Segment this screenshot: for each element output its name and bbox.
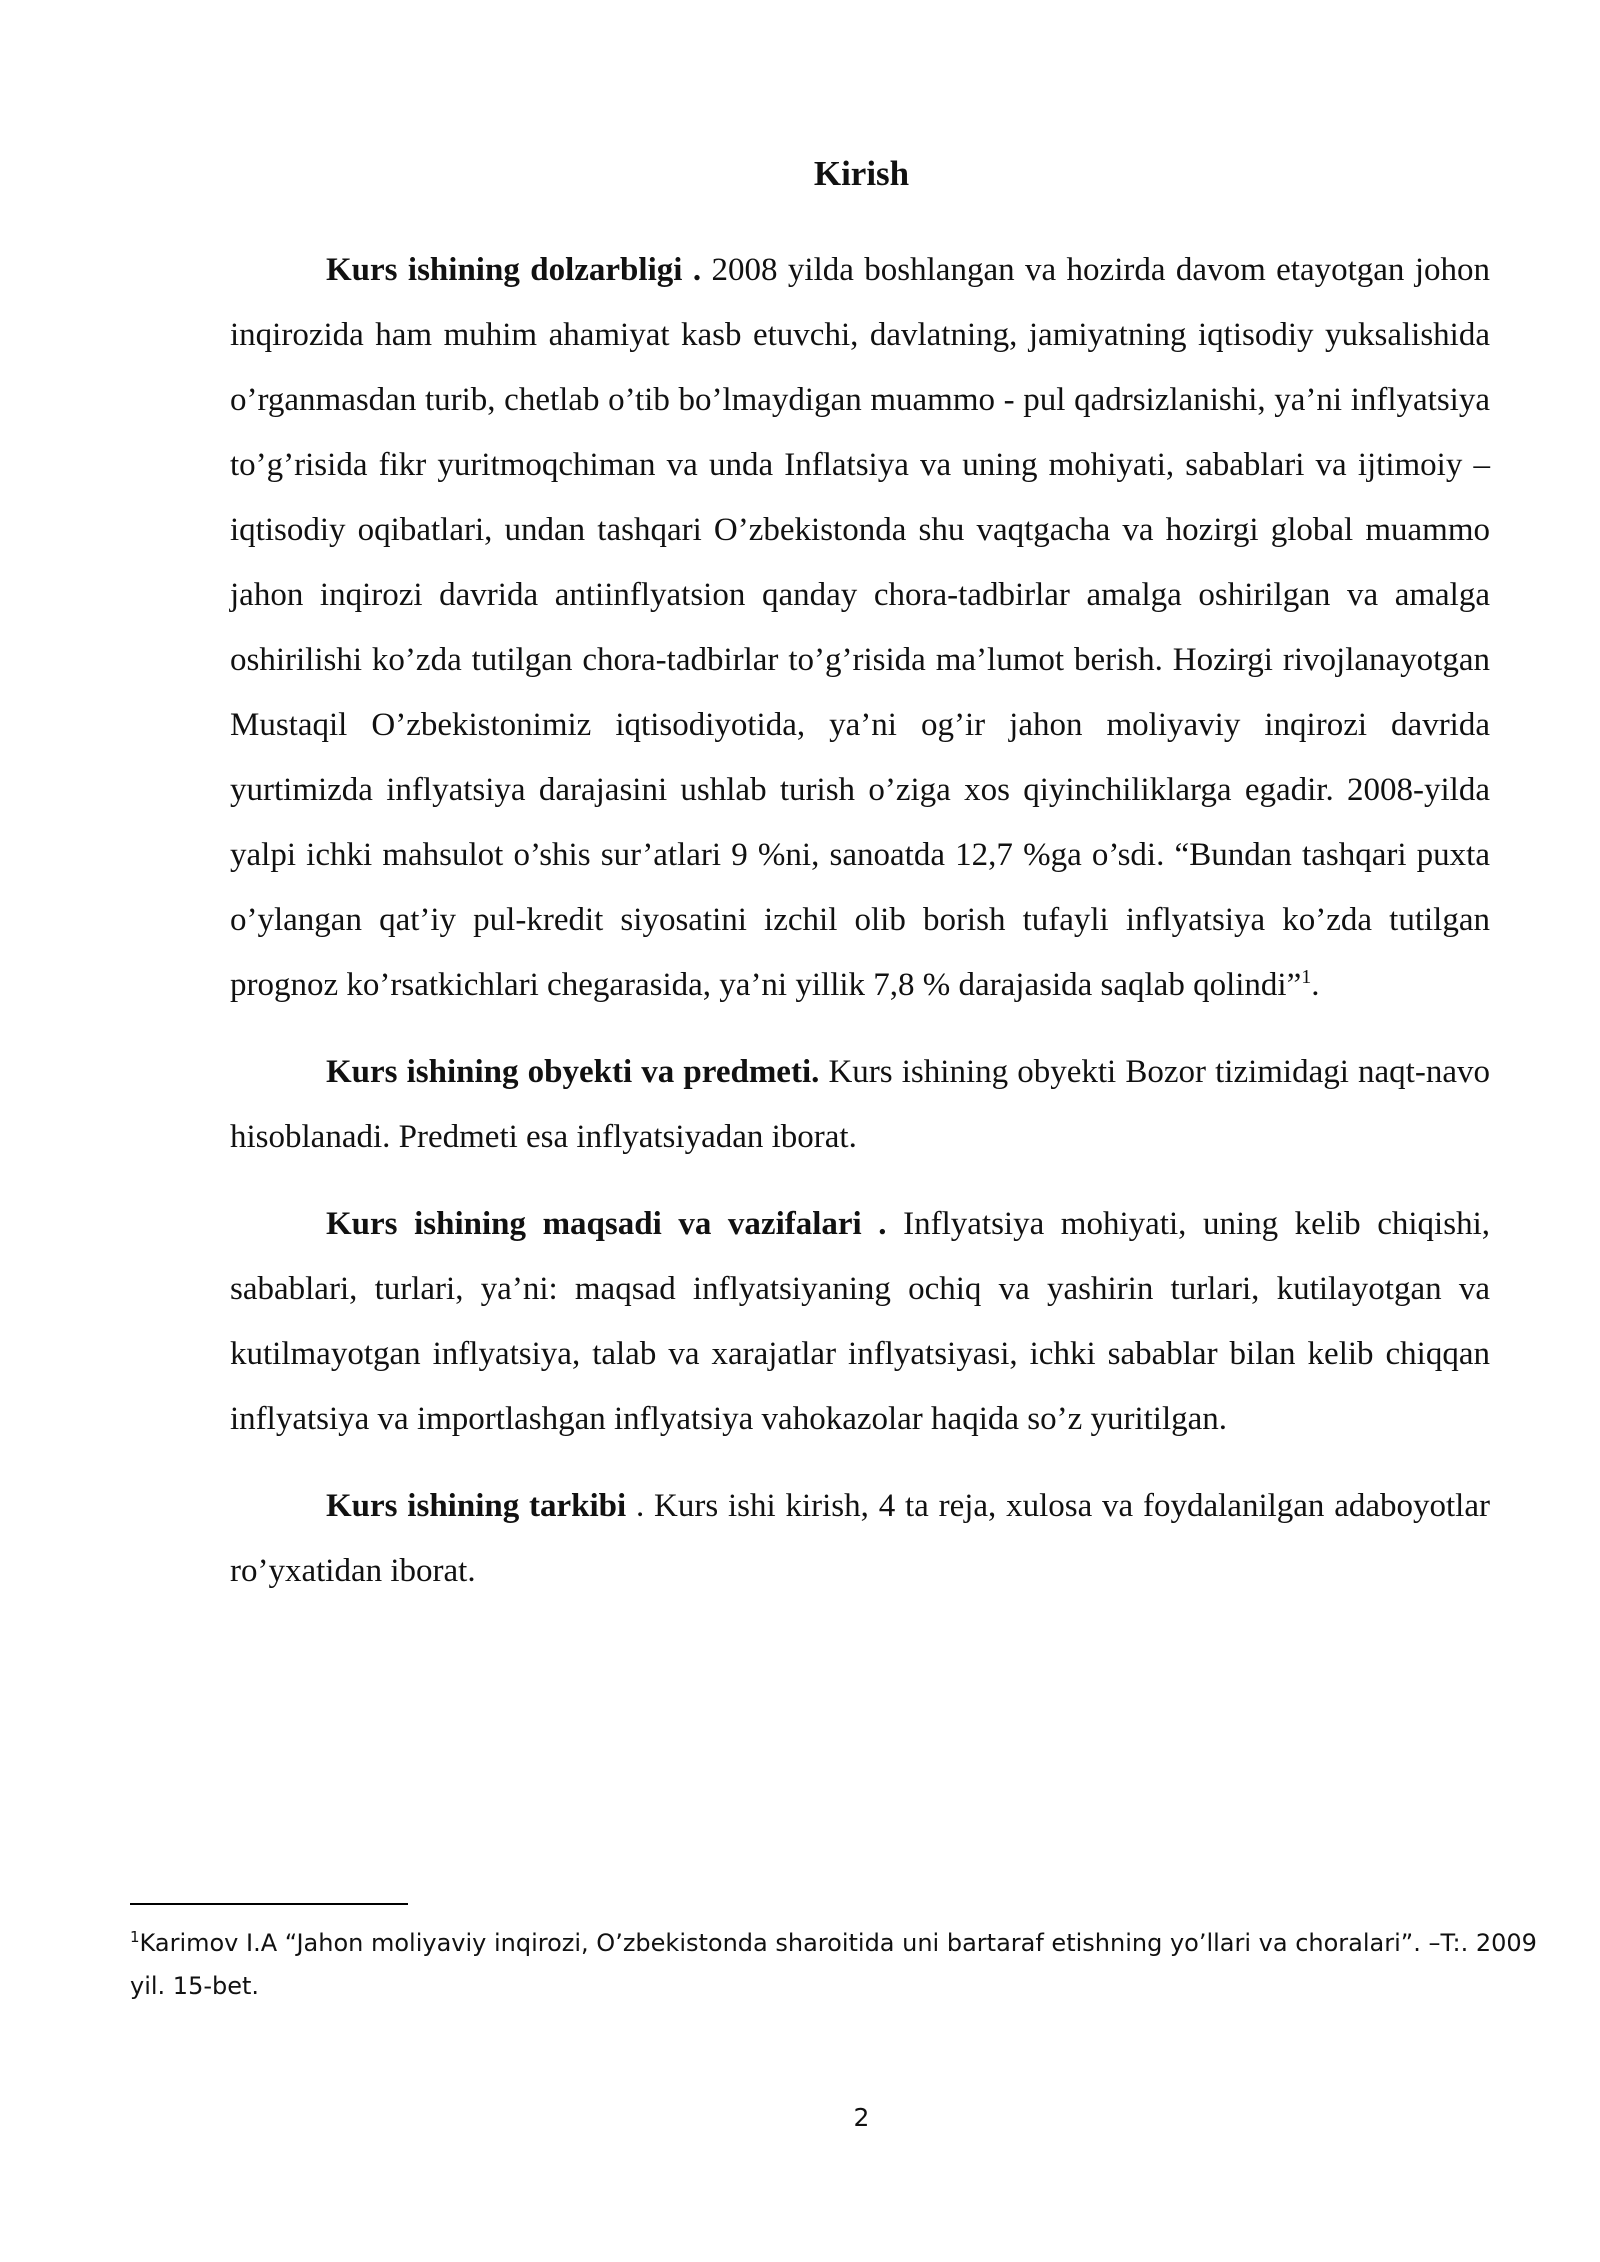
paragraph-goals-tasks	[230, 1192, 1490, 1452]
paragraph-relevance	[230, 238, 1490, 1018]
paragraph-text: 2008 yilda boshlangan va hozirda davom etayotgan johon inqirozida ham muhim ahamiyat kasb etuvchi, davlatning, jamiyatning iqtisodiy yuksalishida o’rganmasdan turib, chetlab o’tib bo’lmaydigan muammo - pul qadrsizlanishi, ya’ni inflyatsiya to’g’risida fikr yuritmoqchiman va unda Inflatsiya va uning mohiyati, sabablari va ijtimoiy – iqtisodiy oqibatlari, undan tashqari O’zbekistonda shu vaqtgacha va hozirgi global muammo jahon inqirozi davrida antiinflyatsion qanday chora-tadbirlar amalga oshirilgan va amalga oshirilishi ko’zda tutilgan chora-tadbirlar to’g’risida ma’lumot berish. Hozirgi rivojlanayotgan Mustaqil O’zbekistonimiz iqtisodiyotida, ya’ni og’ir jahon moliyaviy inqirozi davrida yurtimizda inflyatsiya darajasini ushlab turish o’ziga xos qiyinchiliklarga egadir. 2008-yilda yalpi ichki mahsulot o’shis sur’atlari 9 %ni, sanoatda 12,7 %ga o’sdi. “Bundan tashqari puxta o’ylangan qat’iy pul-kredit siyosatini izchil olib borish tufayli inflyatsiya ko’zda tutilgan prognoz ko’rsatkichlari chegarasida, ya’ni yillik 7,8 % darajasida saqlab qolindi”	[230, 252, 1490, 1003]
paragraph-text: . Kurs ishi kirish, 4 ta reja, xulosa va foydalanilgan adaboyotlar ro’yxatidan iborat.	[230, 1488, 1490, 1589]
document-body	[230, 238, 1490, 1626]
footnote-marker: 1	[130, 1928, 140, 1946]
footnote-reference[interactable]: 1	[1301, 966, 1312, 988]
footnote-text: Karimov I.A “Jahon moliyaviy inqirozi, O’zbekistonda sharoitida uni bartaraf etishning yo’llari va choralari”. –T:. 2009 yil. 15-bet.	[130, 1929, 1537, 2000]
paragraph-heading: Kurs ishining dolzarbligi .	[326, 252, 702, 288]
page-number: 2	[853, 2103, 870, 2132]
paragraph-heading: Kurs ishining maqsadi va vazifalari .	[326, 1206, 887, 1242]
paragraph-object-subject	[230, 1040, 1490, 1170]
paragraph-tail: .	[1311, 967, 1320, 1003]
paragraph-structure	[230, 1474, 1490, 1604]
page-title: Kirish	[813, 154, 910, 193]
paragraph-heading: Kurs ishining obyekti va predmeti.	[326, 1054, 820, 1090]
paragraph-heading: Kurs ishining tarkibi	[326, 1488, 627, 1524]
footnote	[130, 1922, 1555, 2008]
footnote-separator	[130, 1903, 408, 1905]
paragraph-text: Kurs ishining obyekti Bozor tizimidagi naqt-navo hisoblanadi. Predmeti esa inflyatsiyadan iborat.	[230, 1054, 1490, 1155]
paragraph-text: Inflyatsiya mohiyati, uning kelib chiqishi, sabablari, turlari, ya’ni: maqsad inflyatsiyaning ochiq va yashirin turlari, kutilayotgan va kutilmayotgan inflyatsiya, talab va xarajatlar inflyatsiyasi, ichki sabablar bilan kelib chiqqan inflyatsiya va importlashgan inflyatsiya vahokazolar haqida so’z yuritilgan.	[230, 1206, 1490, 1437]
